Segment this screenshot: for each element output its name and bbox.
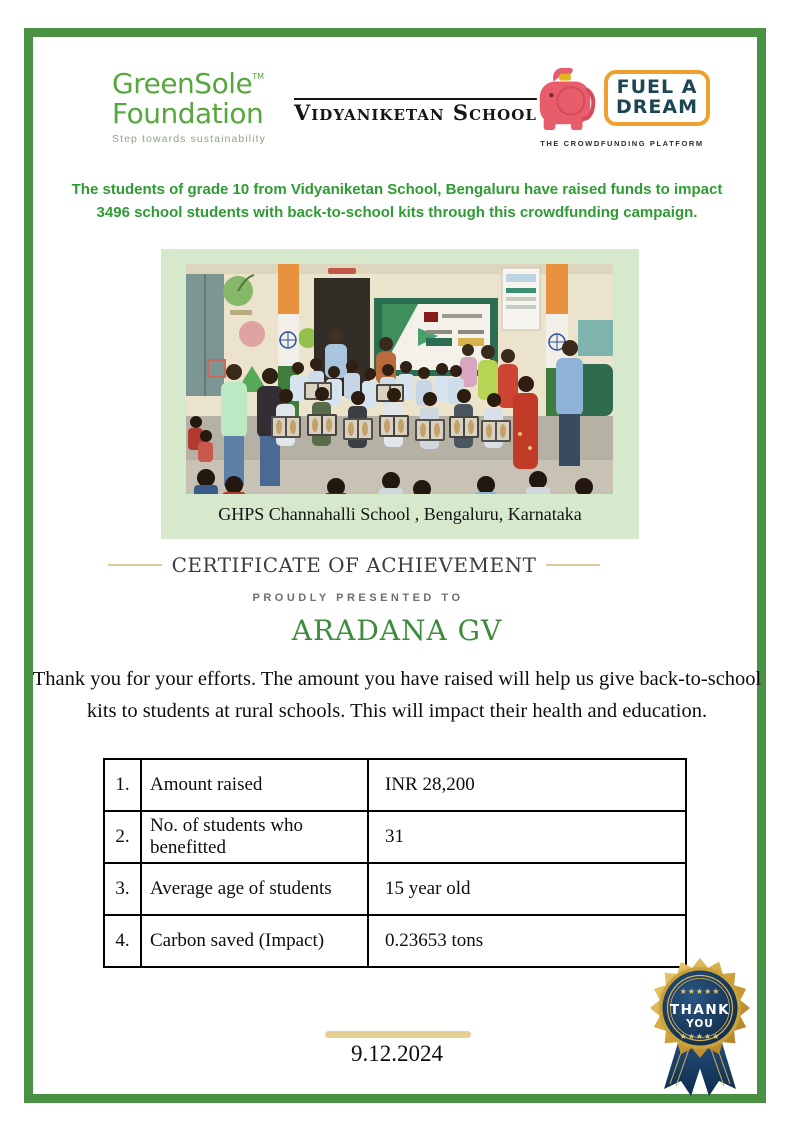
certificate-heading-row <box>108 553 600 577</box>
impact-table <box>103 758 687 968</box>
row-number: 3. <box>104 863 141 915</box>
table-row <box>104 863 686 915</box>
recipient-name: ARADANA GV <box>291 614 503 647</box>
fueladream-tagline: THE CROWDFUNDING PLATFORM <box>540 139 704 148</box>
row-label: Carbon saved (Impact) <box>141 915 368 967</box>
greensole-tagline: Step towards sustainability <box>112 133 267 145</box>
badge-stars-top: ★★★★★ <box>679 987 721 996</box>
row-label: No. of students who benefitted <box>141 811 368 863</box>
table-row <box>104 811 686 863</box>
photo-panel <box>161 249 639 539</box>
photo-caption: GHPS Channahalli School , Bengaluru, Karnataka <box>218 504 582 524</box>
greensole-name <box>112 67 292 100</box>
greensole-logo <box>112 67 292 145</box>
row-number: 1. <box>104 759 141 811</box>
vidyaniketan-name: Vidyaniketan School <box>294 99 537 125</box>
heading-left-rule <box>108 564 162 566</box>
fueladream-wordmark <box>604 70 710 126</box>
heading-right-rule <box>546 564 600 566</box>
row-value: INR 28,200 <box>368 759 686 811</box>
fueladream-line1: FUEL A <box>616 76 698 99</box>
campaign-statement: The students of grade 10 from Vidyaniketan School, Bengaluru have raised funds to impact 3496 school students with back-to-school kits through this crowdfunding campaign. <box>71 181 723 221</box>
vidyaniketan-logo <box>288 60 537 146</box>
row-number: 2. <box>104 811 141 863</box>
greensole-line1: GreenSole <box>112 67 253 100</box>
table-row <box>104 915 686 967</box>
thank-you-badge <box>644 956 756 1098</box>
certificate-heading: CERTIFICATE OF ACHIEVEMENT <box>171 553 537 577</box>
row-value: 0.23653 tons <box>368 915 686 967</box>
badge-you-label: YOU <box>686 1018 714 1030</box>
date-divider <box>325 1031 471 1038</box>
table-row <box>104 759 686 811</box>
row-number: 4. <box>104 915 141 967</box>
fueladream-line2: DREAM <box>616 96 698 118</box>
badge-thank-label: THANK <box>669 1002 731 1018</box>
row-value: 15 year old <box>368 863 686 915</box>
row-label: Average age of students <box>141 863 368 915</box>
school-photo <box>186 264 613 494</box>
row-value: 31 <box>368 811 686 863</box>
thank-you-message: Thank you for your efforts. The amount you have raised will help us give back-to-school kits to students at rural schools. This will impact their health and education. <box>32 668 762 722</box>
trademark-symbol: TM <box>252 72 264 81</box>
row-label: Amount raised <box>141 759 368 811</box>
fueladream-elephant-icon <box>532 62 600 134</box>
greensole-line2: Foundation <box>112 97 264 130</box>
certificate-date: 9.12.2024 <box>351 1041 443 1066</box>
fueladream-logo <box>532 62 712 148</box>
badge-stars-bottom: ★★★★★ <box>679 1032 721 1041</box>
presented-to-label: PROUDLY PRESENTED TO <box>252 592 464 604</box>
